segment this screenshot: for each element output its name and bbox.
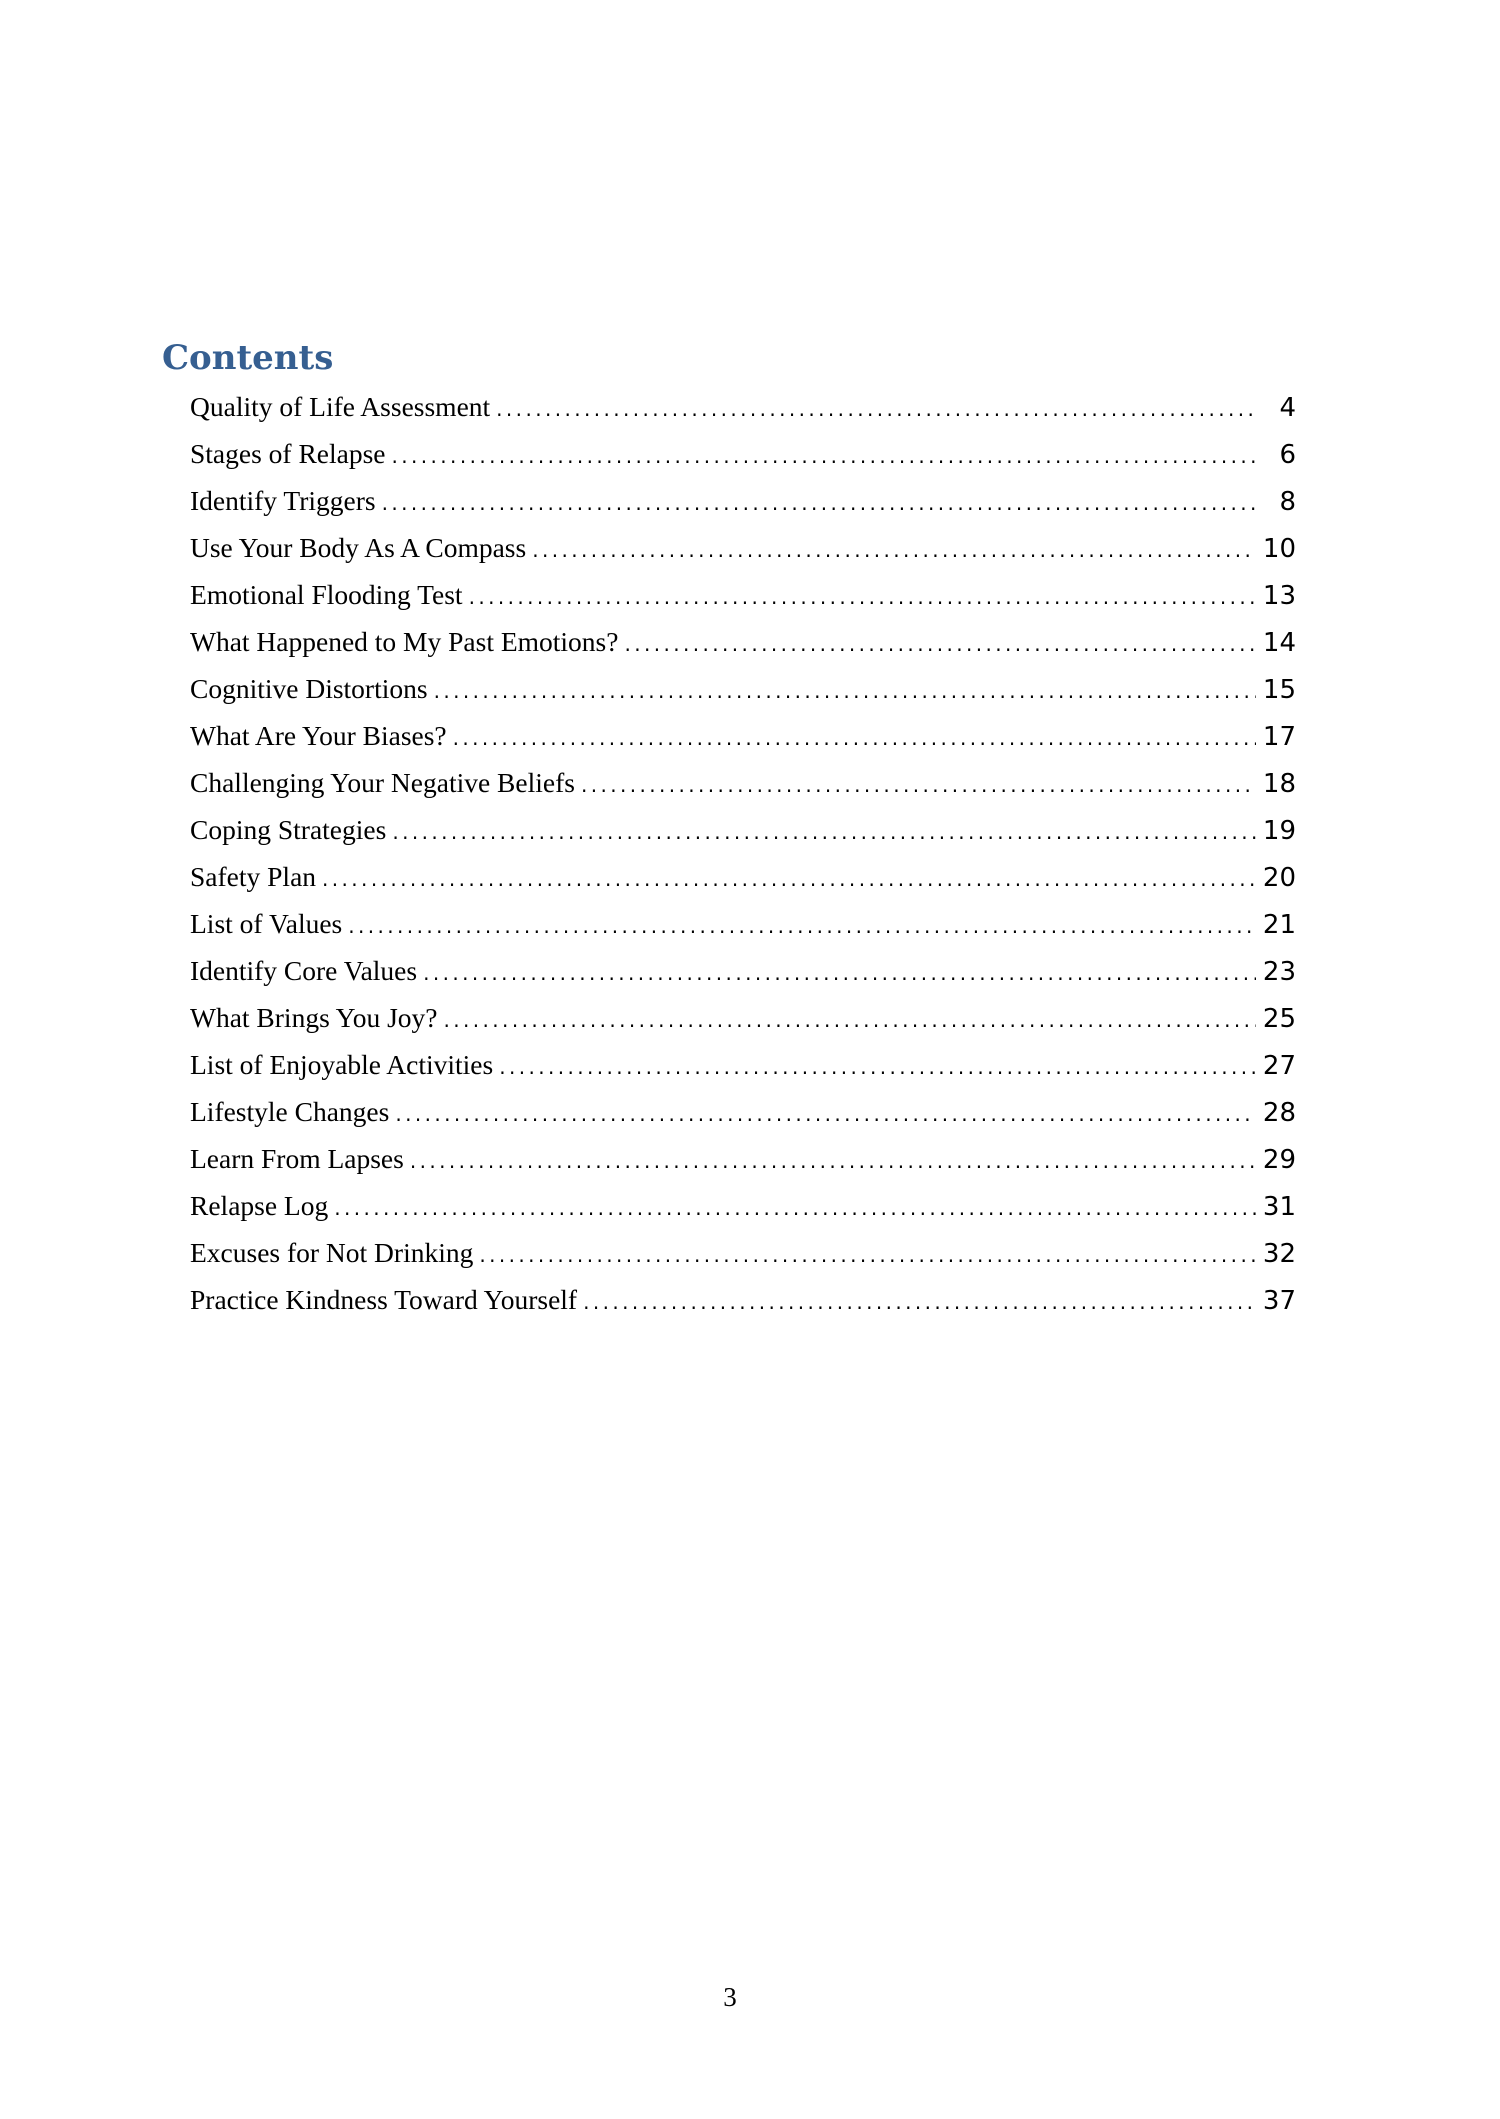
toc-entry-title: What Happened to My Past Emotions?	[190, 626, 619, 657]
toc-entry[interactable]	[190, 1182, 1296, 1229]
toc-entry-page: 4	[1279, 393, 1296, 423]
toc-entry-page: 27	[1262, 1051, 1296, 1081]
toc-entry[interactable]	[190, 524, 1296, 571]
toc-dot-leader	[382, 480, 1256, 527]
toc-dot-leader	[532, 527, 1256, 574]
toc-entry[interactable]	[190, 1088, 1296, 1135]
toc-entry[interactable]	[190, 1229, 1296, 1276]
toc-entry[interactable]	[190, 759, 1296, 806]
toc-entry-title: List of Enjoyable Activities	[190, 1049, 494, 1080]
toc-dot-leader	[395, 1091, 1256, 1138]
toc-entry-page: 19	[1262, 816, 1296, 846]
toc-entry-title: Cognitive Distortions	[190, 673, 428, 704]
toc-dot-leader	[453, 715, 1256, 762]
toc-entry-page: 13	[1262, 581, 1296, 611]
toc-entry-title: What Brings You Joy?	[190, 1002, 438, 1033]
toc-entry-page: 8	[1279, 487, 1296, 517]
toc-dot-leader	[496, 386, 1256, 433]
toc-entry-title: Identify Core Values	[190, 955, 418, 986]
toc-entry[interactable]	[190, 477, 1296, 524]
toc-entry[interactable]	[190, 571, 1296, 618]
toc-entry-page: 14	[1262, 628, 1296, 658]
toc-entry[interactable]	[190, 947, 1296, 994]
toc-entry-page: 25	[1262, 1004, 1296, 1034]
toc-entry-title: Relapse Log	[190, 1190, 329, 1221]
toc-heading: Contents	[162, 338, 334, 378]
toc-dot-leader	[624, 621, 1256, 668]
toc-dot-leader	[479, 1232, 1256, 1279]
toc-entry[interactable]	[190, 806, 1296, 853]
toc-entry-title: List of Values	[190, 908, 343, 939]
toc-entry-title: Emotional Flooding Test	[190, 579, 463, 610]
toc-dot-leader	[423, 950, 1256, 997]
toc-entry-page: 18	[1262, 769, 1296, 799]
toc-entry-page: 10	[1262, 534, 1296, 564]
toc-entry[interactable]	[190, 1135, 1296, 1182]
toc-entry-page: 21	[1262, 910, 1296, 940]
toc-dot-leader	[392, 809, 1256, 856]
toc-dot-leader	[410, 1138, 1256, 1185]
toc-entry-title: Challenging Your Negative Beliefs	[190, 767, 575, 798]
toc-entry-page: 37	[1262, 1286, 1296, 1316]
toc-entry-title: Safety Plan	[190, 861, 317, 892]
toc-entry-page: 32	[1262, 1239, 1296, 1269]
toc-entry-page: 20	[1262, 863, 1296, 893]
toc-entry[interactable]	[190, 1276, 1296, 1323]
toc-entry[interactable]	[190, 712, 1296, 759]
toc-entry-page: 31	[1262, 1192, 1296, 1222]
page-number: 3	[723, 1982, 737, 2012]
toc-entry[interactable]	[190, 618, 1296, 665]
toc-entry[interactable]	[190, 994, 1296, 1041]
toc-entry[interactable]	[190, 900, 1296, 947]
toc-entry-title: Practice Kindness Toward Yourself	[190, 1284, 578, 1315]
toc-dot-leader	[348, 903, 1256, 950]
toc-entry-title: Learn From Lapses	[190, 1143, 404, 1174]
toc-entry-page: 15	[1262, 675, 1296, 705]
toc-entry-title: Coping Strategies	[190, 814, 387, 845]
toc-dot-leader	[392, 433, 1256, 480]
toc-entry-page: 28	[1262, 1098, 1296, 1128]
toc-dot-leader	[499, 1044, 1256, 1091]
toc-entry[interactable]	[190, 383, 1296, 430]
toc-dot-leader	[583, 1279, 1256, 1326]
toc-entry[interactable]	[190, 665, 1296, 712]
toc-entry[interactable]	[190, 430, 1296, 477]
toc-entry-page: 23	[1262, 957, 1296, 987]
toc-entry-title: Use Your Body As A Compass	[190, 532, 527, 563]
toc-entry-title: Excuses for Not Drinking	[190, 1237, 474, 1268]
toc-entry-title: Stages of Relapse	[190, 438, 386, 469]
toc-entry-title: Lifestyle Changes	[190, 1096, 390, 1127]
toc-entry-page: 6	[1279, 440, 1296, 470]
toc-entry-title: Quality of Life Assessment	[190, 391, 491, 422]
toc-entry-title: Identify Triggers	[190, 485, 376, 516]
toc-dot-leader	[322, 856, 1256, 903]
table-of-contents	[190, 383, 1296, 1323]
toc-dot-leader	[334, 1185, 1256, 1232]
toc-dot-leader	[444, 997, 1256, 1044]
toc-dot-leader	[469, 574, 1256, 621]
toc-entry[interactable]	[190, 1041, 1296, 1088]
toc-dot-leader	[434, 668, 1256, 715]
toc-dot-leader	[581, 762, 1256, 809]
toc-entry-page: 17	[1262, 722, 1296, 752]
toc-entry-page: 29	[1262, 1145, 1296, 1175]
toc-entry[interactable]	[190, 853, 1296, 900]
toc-entry-title: What Are Your Biases?	[190, 720, 447, 751]
